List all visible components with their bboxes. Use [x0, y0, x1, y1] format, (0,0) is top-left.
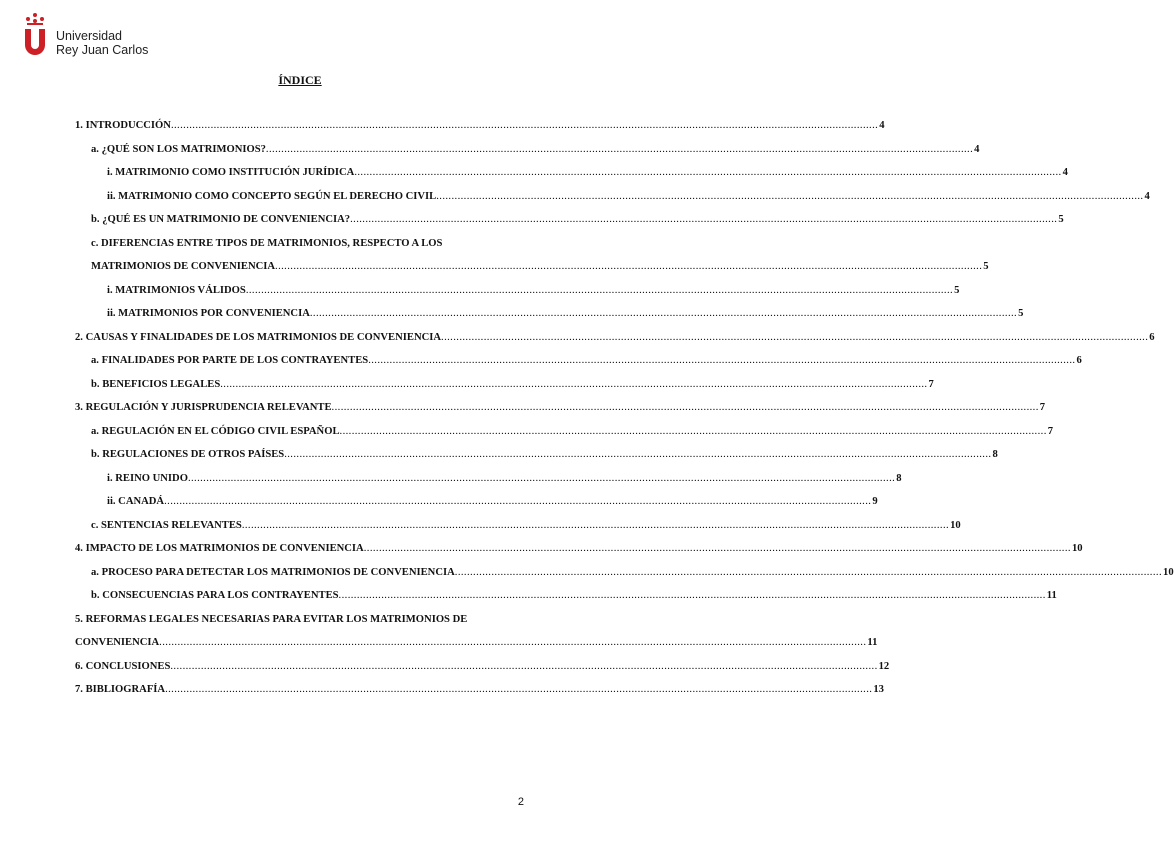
- toc-dot-leader: [246, 279, 953, 303]
- toc-entry[interactable]: [75, 467, 902, 491]
- toc-page-number: 5: [1058, 214, 1064, 225]
- toc-page-number: 8: [992, 449, 998, 460]
- toc-entry-text: 2. CAUSAS Y FINALIDADES DE LOS MATRIMONIOS DE CONVENIENCIA: [75, 331, 442, 343]
- toc-page-number: 4: [879, 120, 885, 131]
- toc-entry-text: i. REINO UNIDO: [107, 472, 188, 484]
- toc-dot-leader: [436, 185, 1143, 209]
- toc-entry-text: 5. REFORMAS LEGALES NECESARIAS PARA EVITAR LOS MATRIMONIOS DE: [75, 613, 468, 625]
- logo-text: [56, 29, 148, 57]
- toc-dot-leader: [354, 161, 1061, 185]
- toc-entry-text: 1. INTRODUCCIÓN: [75, 120, 171, 131]
- toc-dot-leader: [284, 443, 991, 467]
- toc-entry[interactable]: [75, 678, 884, 702]
- toc-entry-text: c. SENTENCIAS RELEVANTES: [91, 519, 242, 531]
- toc-dot-leader: [159, 631, 866, 655]
- toc-entry[interactable]: [75, 537, 1083, 561]
- toc-dot-leader: [455, 561, 1162, 585]
- urjc-emblem-icon: [22, 13, 48, 59]
- toc-dot-leader: [368, 349, 1075, 373]
- toc-dot-leader: [340, 420, 1047, 444]
- toc-entry-text: b. ¿QUÉ ES UN MATRIMONIO DE CONVENIENCIA?: [91, 214, 351, 225]
- toc-entry-text: c. DIFERENCIAS ENTRE TIPOS DE MATRIMONIOS, RESPECTO A LOS: [91, 237, 443, 249]
- toc-page-number: 4: [1062, 167, 1068, 178]
- toc-page-number: 9: [872, 496, 878, 507]
- toc-page-number: 5: [1018, 308, 1024, 319]
- toc-dot-leader: [242, 514, 949, 538]
- toc-entry[interactable]: [75, 208, 1064, 232]
- toc-entry[interactable]: [75, 396, 1046, 420]
- toc-page-number: 6: [1076, 355, 1082, 366]
- toc-entry-text: ii. MATRIMONIO COMO CONCEPTO SEGÚN EL DERECHO CIVIL: [107, 190, 437, 202]
- toc-page-number: 5: [983, 261, 989, 272]
- toc-entry-text: ii. CANADÁ: [107, 496, 165, 507]
- toc-page-number: 10: [950, 519, 961, 531]
- toc-dot-leader: [364, 537, 1071, 561]
- toc-entry[interactable]: [75, 114, 885, 138]
- toc-entry[interactable]: [75, 279, 960, 303]
- toc-entry[interactable]: [75, 161, 1068, 185]
- toc-entry[interactable]: [75, 185, 1150, 209]
- toc-entry[interactable]: [75, 608, 878, 655]
- toc-dot-leader: [266, 138, 973, 162]
- toc-entry[interactable]: [75, 302, 1024, 326]
- toc-entry[interactable]: [75, 326, 1155, 350]
- toc-entry-text: b. REGULACIONES DE OTROS PAÍSES: [91, 449, 285, 460]
- toc-entry-text: i. MATRIMONIO COMO INSTITUCIÓN JURÍDICA: [107, 167, 355, 178]
- toc-entry-text: a. FINALIDADES POR PARTE DE LOS CONTRAYENTES: [91, 355, 369, 366]
- toc-page-number: 8: [896, 472, 902, 484]
- toc-entry[interactable]: [75, 232, 989, 279]
- crown-icon: [24, 13, 46, 25]
- toc-entry-text: i. MATRIMONIOS VÁLIDOS: [107, 284, 246, 296]
- toc-page-number: 7: [1039, 402, 1046, 413]
- toc-page-number: 13: [873, 684, 884, 695]
- toc-entry[interactable]: [75, 349, 1082, 373]
- toc-dot-leader: [310, 302, 1017, 326]
- toc-entry[interactable]: [75, 138, 980, 162]
- toc-entry[interactable]: [75, 655, 890, 679]
- logo-line-1: Universidad: [56, 29, 123, 43]
- table-of-contents: [75, 114, 1174, 702]
- toc-entry[interactable]: [75, 443, 998, 467]
- toc-entry-text: b. CONSECUENCIAS PARA LOS CONTRAYENTES: [91, 590, 339, 601]
- toc-page-number: 11: [867, 637, 878, 648]
- logo-line-2: Rey Juan Carlos: [56, 43, 149, 57]
- toc-page-number: 4: [1144, 190, 1150, 202]
- toc-page-number: 10: [1071, 543, 1083, 554]
- toc-entry-text: a. ¿QUÉ SON LOS MATRIMONIOS?: [91, 143, 266, 155]
- toc-entry-text: 7. BIBLIOGRAFÍA: [75, 684, 166, 695]
- toc-dot-leader: [441, 326, 1148, 350]
- page-number: 2: [517, 796, 524, 808]
- toc-entry[interactable]: [75, 561, 1174, 585]
- page-title: ÍNDICE: [278, 73, 322, 87]
- toc-entry[interactable]: [75, 514, 961, 538]
- toc-dot-leader: [171, 114, 878, 138]
- toc-dot-leader: [164, 490, 871, 514]
- toc-dot-leader: [275, 255, 982, 279]
- toc-entry-text: 4. IMPACTO DE LOS MATRIMONIOS DE CONVENIENCIA: [75, 543, 364, 554]
- toc-entry-text: 3. REGULACIÓN Y JURISPRUDENCIA RELEVANTE: [75, 402, 332, 413]
- toc-entry-text: a. REGULACIÓN EN EL CÓDIGO CIVIL ESPAÑOL: [91, 425, 340, 437]
- toc-page-number: 7: [1047, 425, 1054, 437]
- toc-entry[interactable]: [75, 420, 1054, 444]
- toc-dot-leader: [332, 396, 1039, 420]
- toc-entry-text: ii. MATRIMONIOS POR CONVENIENCIA: [107, 308, 310, 319]
- toc-entry[interactable]: [75, 490, 878, 514]
- toc-dot-leader: [165, 678, 872, 702]
- toc-page-number: 10: [1163, 566, 1174, 578]
- toc-page-number: 12: [878, 660, 890, 672]
- toc-entry-text: a. PROCESO PARA DETECTAR LOS MATRIMONIOS DE CONVENIENCIA: [91, 566, 455, 578]
- toc-entry[interactable]: [75, 584, 1057, 608]
- toc-dot-leader: [339, 584, 1046, 608]
- toc-page-number: 7: [928, 378, 934, 390]
- toc-entry[interactable]: [75, 373, 934, 397]
- toc-page-number: 4: [974, 143, 980, 155]
- toc-page-number: 11: [1046, 590, 1057, 601]
- toc-page-number: 5: [954, 284, 960, 296]
- university-logo: [22, 13, 148, 59]
- toc-dot-leader: [188, 467, 895, 491]
- toc-page-number: 6: [1149, 331, 1155, 343]
- toc-dot-leader: [170, 655, 877, 679]
- toc-dot-leader: [220, 373, 927, 397]
- toc-entry-text: b. BENEFICIOS LEGALES: [91, 378, 221, 390]
- toc-entry-text-continued: MATRIMONIOS DE CONVENIENCIA: [91, 261, 276, 272]
- toc-entry-text: 6. CONCLUSIONES: [75, 660, 171, 672]
- toc-dot-leader: [350, 208, 1057, 232]
- toc-entry-text-continued: CONVENIENCIA: [75, 637, 160, 648]
